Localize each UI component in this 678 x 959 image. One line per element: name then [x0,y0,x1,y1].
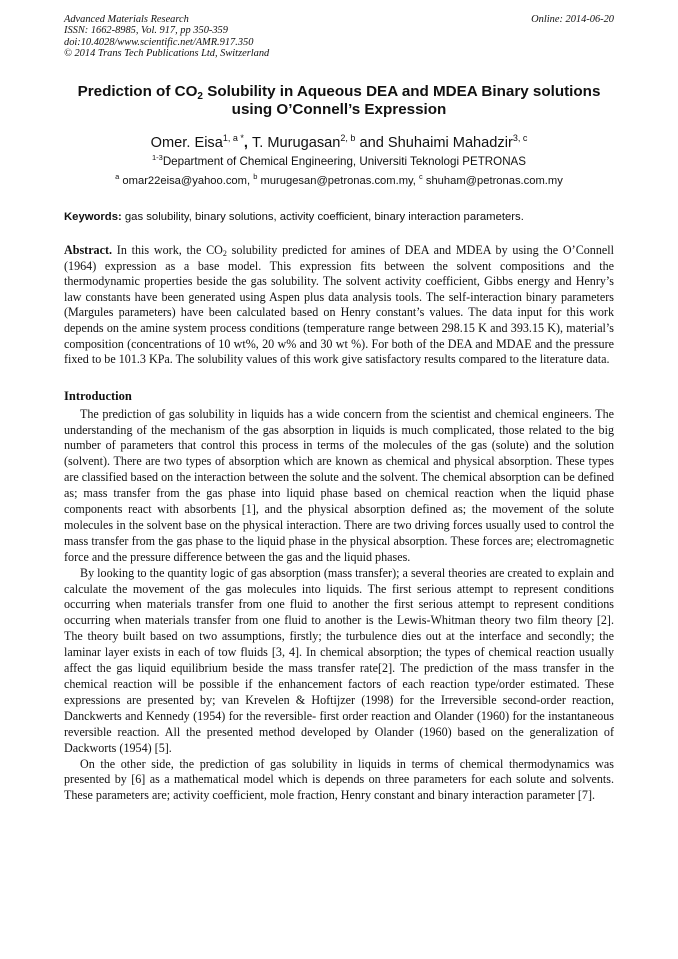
author-3: Shuhaimi Mahadzir [387,135,513,152]
email-b[interactable]: murugesan@petronas.com.my, [257,175,419,188]
author-3-sup: 3, c [512,133,528,144]
doi-line[interactable]: doi:10.4028/www.scientific.net/AMR.917.350 [64,36,254,48]
intro-paragraph-3: On the other side, the prediction of gas solubility in liquids in terms of chemical thermodynamics was presented by [6] as a mathematical model which is depends on three parameters for each solute and solvents. These parameters are; activity coefficient, mole fraction, Henry constant and binary interaction parameter [7]. [64,756,614,803]
email-b-sup: b [253,172,258,182]
journal-header [64,14,614,60]
email-c[interactable]: shuham@petronas.com.my [422,175,563,188]
affiliation-text: Department of Chemical Engineering, Universiti Teknologi PETRONAS [162,155,527,169]
intro-paragraph-2: By looking to the quantity logic of gas absorption (mass transfer); a several theories are created to explain and calculate the movement of the gas molecules into liquids. The first serious attempt to represent conditions occurring when materials transfer from one fluid to another the first serious attempt to represent conditions occurring when materials transfer from one fluid to another is the Lewis-Whitman theory two film theory [2]. The theory built based on two assumptions, firstly; the turbulence dies out at the interface and secondly; the laminar layer exists in each of tow fluids [3, 4]. In chemical absorption; the types of chemical reaction usually affect the gas liquid equilibrium beside the mass transfer rate[2]. The prediction of the mass transfer in the chemical reaction will be possible if the enhancement factors of each reaction type/order estimated. These expressions are presented by; van Krevelen & Hoftijzer (1998) for the Irreversible second-order reaction, Danckwerts and Kennedy (1954) for the reversible- first order reaction and Olander (1960) for the instantaneous reversible reaction. All the presented method developed by Olander (1960) based on the generalization of Dackworts (1954) [5]. [64,565,614,755]
title-part-2: Solubility in Aqueous DEA and MDEA Binary solutions using O’Connell’s Expression [202,82,601,119]
copyright-line: © 2014 Trans Tech Publications Ltd, Switzerland [64,48,270,60]
affiliation-sup: 1-3 [151,153,163,163]
online-date: Online: 2014-06-20 [531,14,614,25]
abstract-subscript: 2 [222,249,227,259]
introduction-heading: Introduction [64,388,132,403]
keywords [64,210,614,225]
keywords-label: Keywords: [64,211,122,224]
author-separator-2: and [355,135,388,152]
email-a-sup: a [115,172,120,182]
paper-page [64,14,614,804]
title-subscript: 2 [197,90,203,102]
author-separator-1: , [243,135,252,152]
abstract-text-1: In this work, the CO [112,243,223,258]
author-1-sup: 1, a * [222,133,244,144]
keywords-text: gas solubility, binary solutions, activity coefficient, binary interaction parameters. [121,211,524,224]
author-list [64,134,614,152]
author-1: Omer. Eisa [150,135,223,152]
email-c-sup: c [419,172,423,182]
author-2: T. Murugasan [251,135,341,152]
affiliation [64,154,614,170]
author-emails [64,173,614,189]
abstract-label: Abstract. [64,243,113,258]
author-2-sup: 2, b [340,133,356,144]
abstract-text-2: solubility predicted for amines of DEA and MDEA by using the O’Connell (1964) expression as a base model. This expression fits between the solvent compositions and the thermodynamic properties beside the gas solubility. The solvent activity coefficient, Gibbs energy and Henry’s law constants have been generated using Aspen plus data analysis tools. The self-interaction binary parameters (Margules parameters) have been calculated based on Henry constant’s values. The data input for this work depends on the amine system process conditions (temperature range between 298.15 K and 393.15 K), material’s composition (concentrations of 10 wt%, 20 w% and 30 wt %). For both of the DEA and MDAE and the pressure fixed to be 101.3 KPa. The solubility values of this work give satisfactory results compared to the literature data. [64,243,614,367]
title-part-1: Prediction of CO [77,82,198,100]
abstract [64,243,614,367]
intro-paragraph-1: The prediction of gas solubility in liquids has a wide concern from the scientist and chemical engineers. The understanding of the mechanism of the gas absorption in liquids is much complicated, those related to the big number of parameters that control this process in terms of the molecules of the gas (solute) and the solution (solvent). There are two types of absorption which are known as chemical and physical absorption. These types are classified based on the interaction between the solute and the solvent. The chemical absorption can be defined as; mass transfer from the gas phase into liquid phase based on chemical reaction when the liquid phase components react with absorbents [1], and the physical absorption defined as; the movement of the solute molecules in the solvent base on the physical interaction. There are two driving forces usually used to control the mass transfer from the gas phase to the liquid phase in the physical absorption. These forces are; electromagnetic force and the pressure difference between the gas and the liquid phases. [64,406,614,564]
paper-title [64,83,614,121]
journal-name: Advanced Materials Research [64,14,189,25]
email-a[interactable]: omar22eisa@yahoo.com, [119,175,254,188]
issn-line: ISSN: 1662-8985, Vol. 917, pp 350-359 [64,25,228,37]
